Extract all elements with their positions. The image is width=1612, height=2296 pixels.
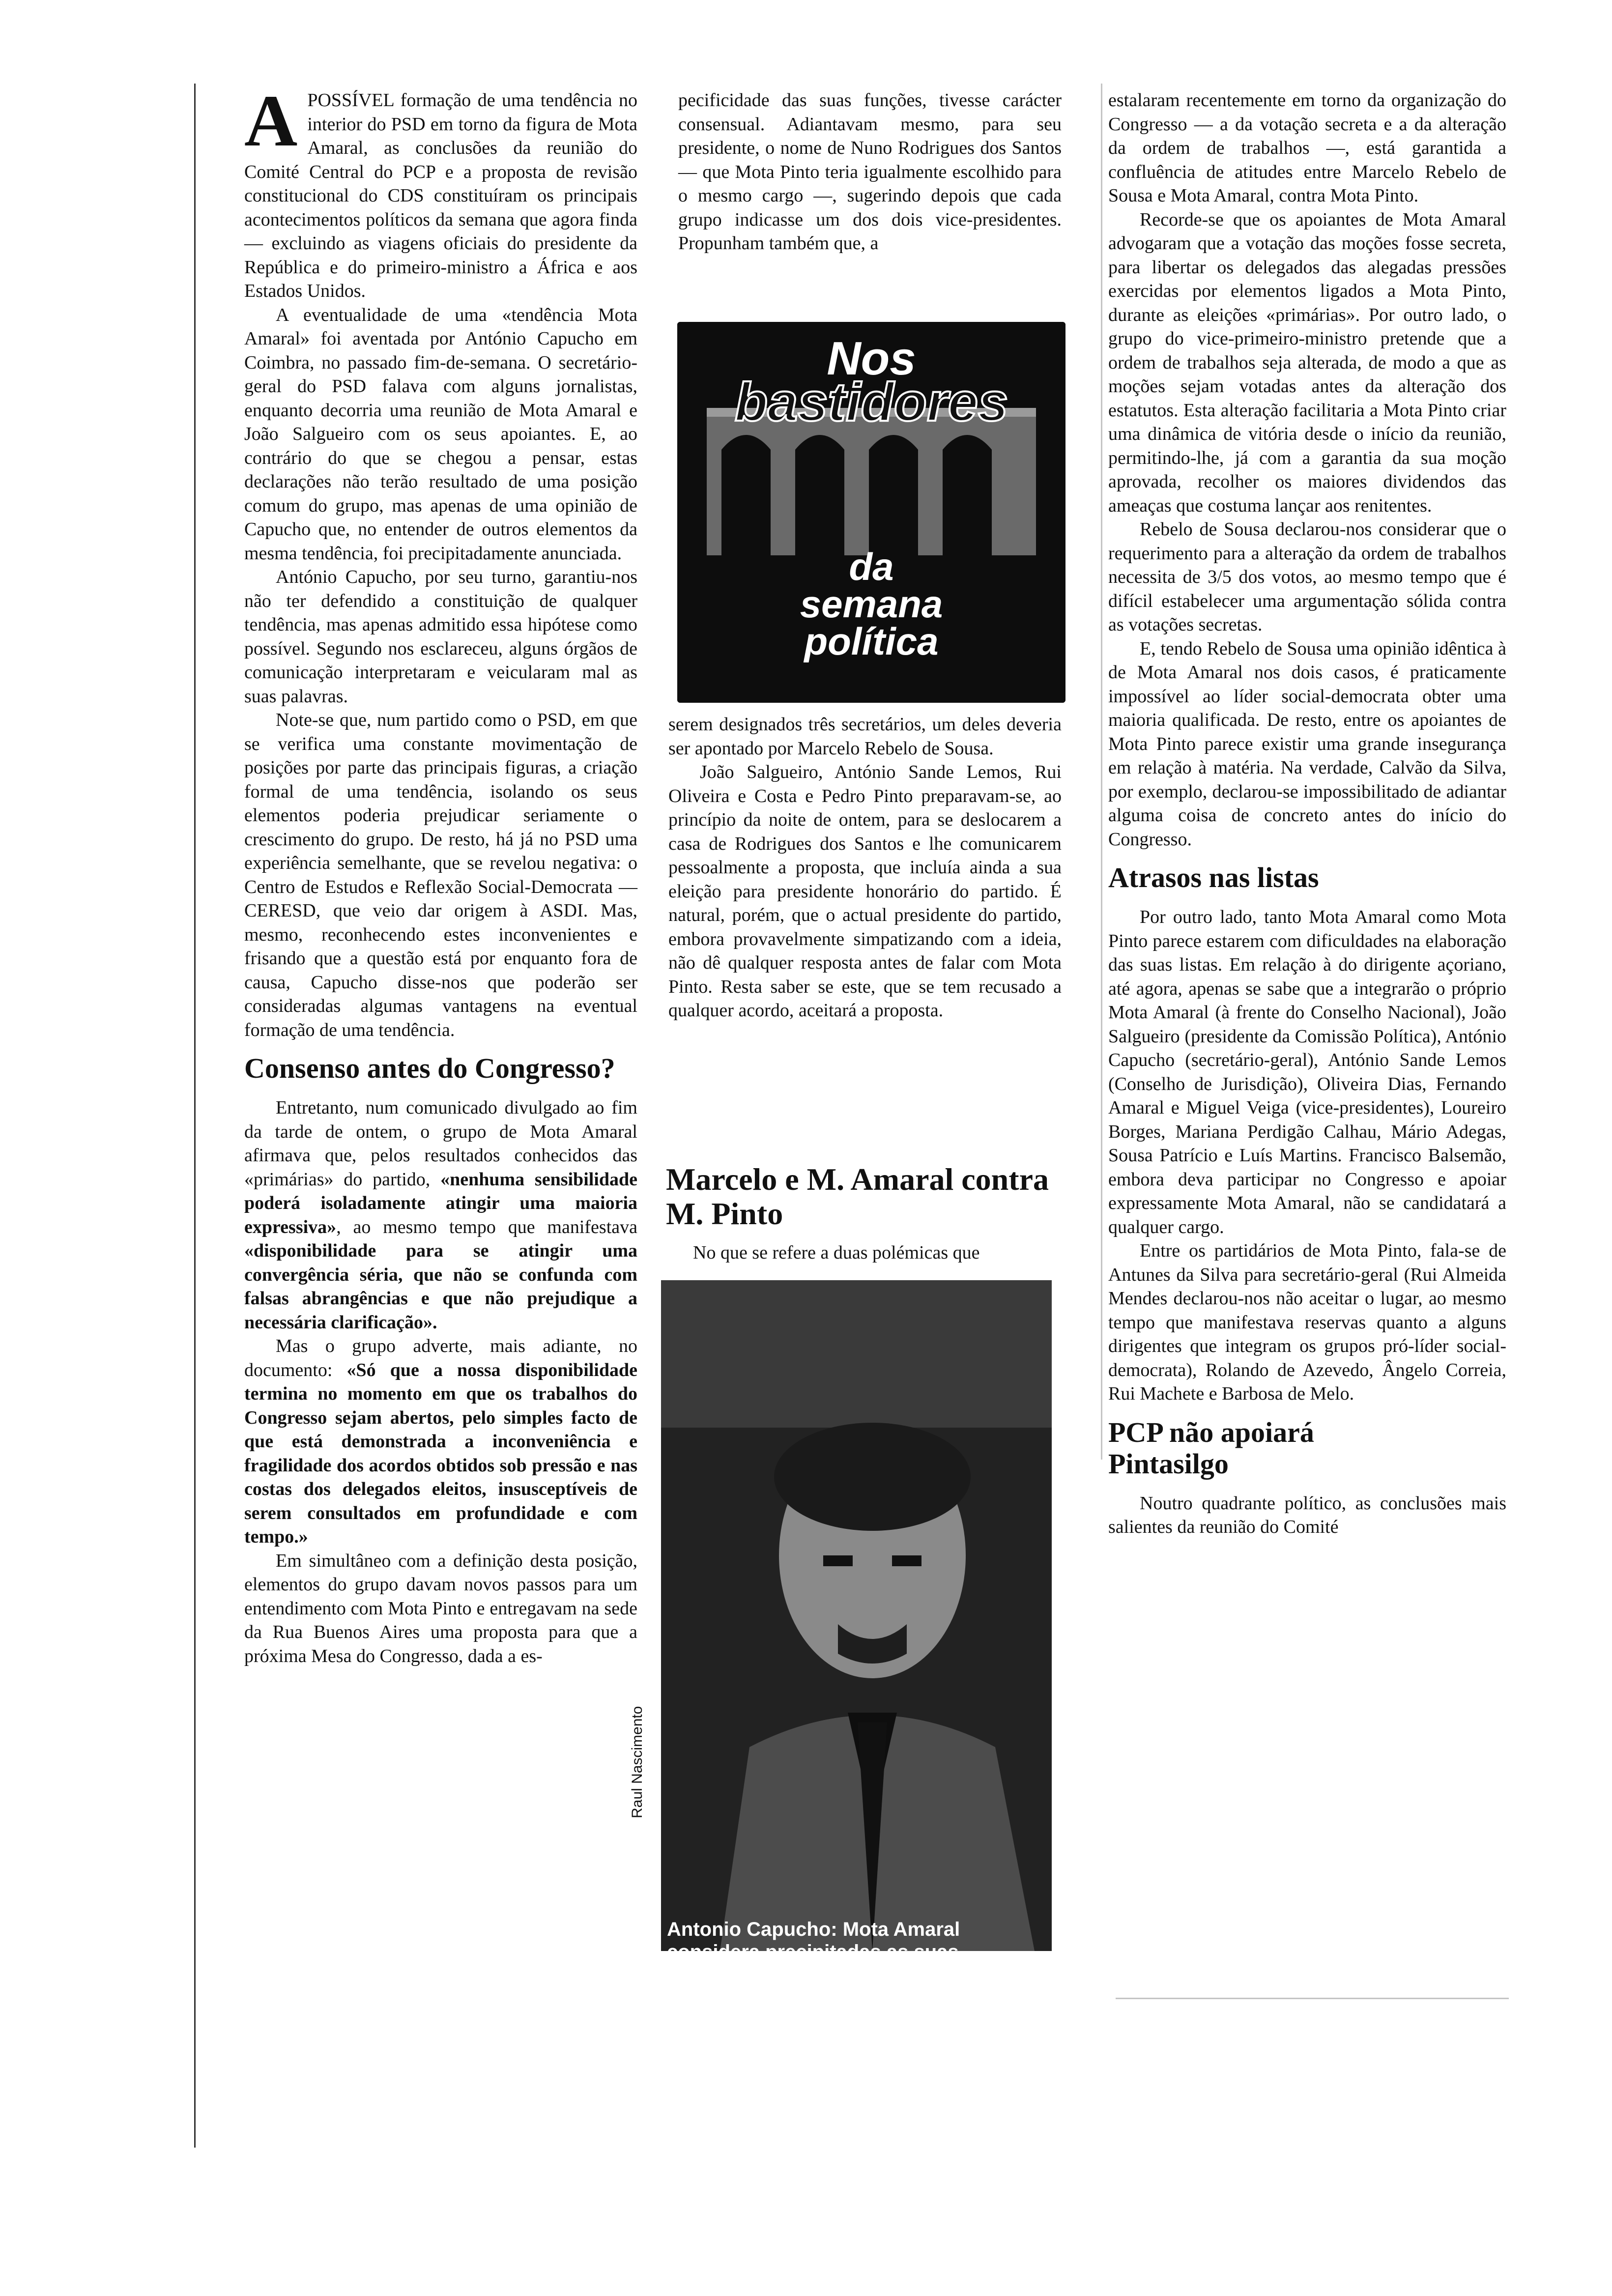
subheading-pcp	[1108, 1417, 1506, 1480]
column-rule	[194, 84, 196, 2148]
paragraph	[244, 1334, 637, 1549]
lead-text: POSSÍVEL formação de uma tendência no interior do PSD em torno da figura de Mota Amaral, as conclusões da reunião do Comité Central do PCP e a proposta de revisão constitucional do CDS constituíram os principais acontecimentos políticos da semana que agora finda — excluindo as viagens oficiais do presidente da República e do primeiro-ministro a África e aos Estados Unidos.	[244, 90, 637, 301]
banner-title-line2: bastidores	[734, 372, 1008, 432]
quote-bold: «nenhuma sensibilidade poderá isoladamente atingir uma maioria expressiva»	[244, 1169, 637, 1237]
column-3	[1108, 88, 1506, 1539]
banner-title-line1: Nos	[827, 332, 916, 385]
photo-capucho	[661, 1280, 1052, 1951]
headline-marcelo: Marcelo e M. Amaral contra M. Pinto	[666, 1162, 1049, 1231]
quote-bold: «Só que a nossa disponibilidade termina no momento em que os trabalhos do Congresso sejam abertos, pelo simples facto de que está demonstrada a inconveniência e fragilidade dos acordos obtidos sob pressão e nas costas dos delegados eleitos, insusceptíveis de serem consultados em profundidade e com tempo.»	[244, 1359, 637, 1547]
paragraph: serem designados três secretários, um deles deveria ser apontado por Marcelo Rebelo de Sousa.	[668, 714, 1062, 759]
paragraph: Por outro lado, tanto Mota Amaral como Mota Pinto parece estarem com dificuldades na elaboração das suas listas. Em relação à do dirigente açoriano, até agora, apenas se sabe que a integrarão o próprio Mota Amaral (à frente do Conselho Nacional), João Salgueiro (presidente da Comissão Política), António Capucho (secretário-geral), António Sande Lemos (Conselho de Jurisdição), Oliveira Dias, Fernando Amaral e Miguel Veiga (vice-presidentes), Loureiro Borges, Mariana Perdigão Calhau, Mário Adegas, Sousa Patrício e Luís Martins. Francisco Balsemão, embora deva participar no Congresso e apoiar expressamente Mota Amaral, não se candidatará a qualquer cargo.	[1108, 907, 1506, 1237]
scan-artifact	[1101, 84, 1102, 1460]
paragraph: pecificidade das suas funções, tivesse carácter consensual. Adiantavam mesmo, para seu presidente, o nome de Nuno Rodrigues dos Santos — que Mota Pinto teria igualmente escolhido para o mesmo cargo —, sugerindo depois que cada grupo indicasse um dos dois vice-presidentes. Propunham também que, a	[678, 90, 1062, 254]
paragraph: Noutro quadrante político, as conclusões mais salientes da reunião do Comité	[1108, 1492, 1506, 1537]
paragraph-text: , ao mesmo tempo que manifestava	[336, 1216, 637, 1237]
portrait-illustration	[661, 1280, 1052, 1951]
banner-subtitle-line1: da	[849, 545, 894, 588]
paragraph: Rebelo de Sousa declarou-nos considerar que o requerimento para a alteração da ordem de trabalhos necessita de 3/5 dos votos, ao mesmo tempo que é difícil estabelecer uma argumentação sólida contra as votações secretas.	[1108, 519, 1506, 635]
column-2-top	[678, 88, 1062, 256]
paragraph: João Salgueiro, António Sande Lemos, Rui Oliveira e Costa e Pedro Pinto preparavam-se, ao princípio da noite de ontem, para se deslocarem a casa de Rodrigues dos Santos e lhe comunicarem pessoalmente a proposta, que incluía ainda a sua eleição para presidente honorário do partido. É natural, porém, que o actual presidente do partido, embora provavelmente simpatizando com a ideia, não dê qualquer resposta antes de falar com Mota Pinto. Resta saber se este, que se tem recusado a qualquer acordo, aceitará a proposta.	[668, 762, 1062, 1021]
paragraph: Recorde-se que os apoiantes de Mota Amaral advogaram que a votação das moções fosse secreta, para libertar os delegados das alegadas pressões exercidas por elementos ligados a Mota Pinto, durante as eleições «primárias». Por outro lado, o grupo do vice-primeiro-ministro pretende que a ordem de trabalhos seja alterada, de modo a que as moções sejam votadas antes da alteração dos estatutos. Esta alteração facilitaria a Mota Pinto criar uma dinâmica de vitória desde o início da reunião, permitindo-lhe, já com a garantia da sua moção aprovada, recolher os maiores dividendos das ameaças que costuma lançar aos renitentes.	[1108, 209, 1506, 516]
subheading-consenso: Consenso antes do Congresso?	[244, 1052, 615, 1084]
lead-paragraph	[244, 80, 637, 303]
banner-subtitle	[677, 545, 1065, 663]
paragraph: António Capucho, por seu turno, garantiu-nos não ter defendido a constituição de qualquer tendência, mas apenas admitido essa hipótese como possível. Segundo nos esclareceu, alguns órgãos de comunicação interpretaram e veicularam mal as suas palavras.	[244, 567, 637, 707]
paragraph: Note-se que, num partido como o PSD, em que se verifica uma constante movimentação de posições por parte das principais figuras, a criação formal de uma tendência, isolando os seus elementos poderia prejudicar seriamente o crescimento do grupo. De resto, há já no PSD uma experiência semelhante, que se revelou negativa: o Centro de Estudos e Reflexão Social-Democrata — CERESD, que veio dar origem à ASDI. Mas, mesmo, reconhecendo estes inconvenientes e frisando que a questão está por enquanto fora de causa, Capucho disse-nos que poderão ser consideradas algumas vantagens na eventual formação de uma tendência.	[244, 710, 637, 1040]
subheading-pcp-line2: Pintasilgo	[1108, 1447, 1229, 1480]
paragraph-text: Mas o grupo adverte, mais adiante, no documento:	[244, 1336, 637, 1380]
column-1	[244, 80, 637, 1668]
paragraph: Em simultâneo com a definição desta posição, elementos do grupo davam novos passos para um entendimento com Mota Pinto e entregavam na sede da Rua Buenos Aires uma proposta para que a próxima Mesa do Congresso, dada a es-	[244, 1550, 637, 1666]
scan-artifact	[1116, 1998, 1509, 1999]
subheading-atrasos: Atrasos nas listas	[1108, 861, 1319, 893]
subheading-pcp-line1: PCP não apoiará	[1108, 1416, 1314, 1448]
photo-caption: Antonio Capucho: Mota Amaral considera precipitadas as suas declarações em Coimbra	[667, 1919, 960, 1985]
section-banner	[677, 322, 1065, 703]
headline-lead-text: No que se refere a duas polémicas que	[693, 1242, 980, 1263]
photo-credit: Raul Nascimento	[629, 1706, 645, 1818]
paragraph-text: Entretanto, num comunicado divulgado ao fim da tarde de ontem, o grupo de Mota Amaral afirmava que, pelos resultados conhecidos das «primárias» do partido,	[244, 1097, 637, 1190]
quote-bold: «disponibilidade para se atingir uma convergência séria, que não se confunda com falsas abrangências e que não prejudique a necessária clarificação».	[244, 1240, 637, 1333]
paragraph	[244, 1096, 637, 1334]
paragraph: Entre os partidários de Mota Pinto, fala-se de Antunes da Silva para secretário-geral (Rui Almeida Mendes declarou-nos não aceitar o lugar, ao mesmo tempo que manifestava reservas quanto a alguns dirigentes que integram os grupos pró-líder social-democrata), Rolando de Azevedo, Ângelo Correia, Rui Machete e Barbosa de Melo.	[1108, 1240, 1506, 1404]
paragraph: E, tendo Rebelo de Sousa uma opinião idêntica à de Mota Amaral nos dois casos, é praticamente impossível ao líder social-democrata obter uma maioria qualificada. De resto, entre os apoiantes de Mota Pinto parece existir uma grande insegurança em relação à matéria. Na verdade, Calvão da Silva, por exemplo, declarou-se impossibilitado de adiantar alguma coisa de concreto antes do início do Congresso.	[1108, 638, 1506, 850]
banner-subtitle-line2: semana	[800, 582, 943, 626]
drop-cap: A	[244, 80, 298, 162]
banner-subtitle-line3: política	[804, 620, 939, 663]
paragraph: A eventualidade de uma «tendência Mota Amaral» foi aventada por António Capucho em Coimbra, no passado fim-de-semana. O secretário-geral do PSD falava com alguns jornalistas, enquanto decorria uma reunião de Mota Amaral e João Salgueiro com os seus apoiantes. E, ao contrário do que se chegou a pensar, estas declarações não terão resultado de uma posição comum do grupo, mas apenas de uma opinião de Capucho que, no entender de outros elementos da mesma tendência, foi precipitadamente anunciada.	[244, 304, 637, 564]
paragraph: estalaram recentemente em torno da organização do Congresso — a da votação secreta e a da alteração da ordem de trabalhos —, está garantida a confluência de atitudes entre Marcelo Rebelo de Sousa e Mota Amaral, contra Mota Pinto.	[1108, 90, 1506, 206]
column-2-middle	[668, 713, 1062, 1023]
